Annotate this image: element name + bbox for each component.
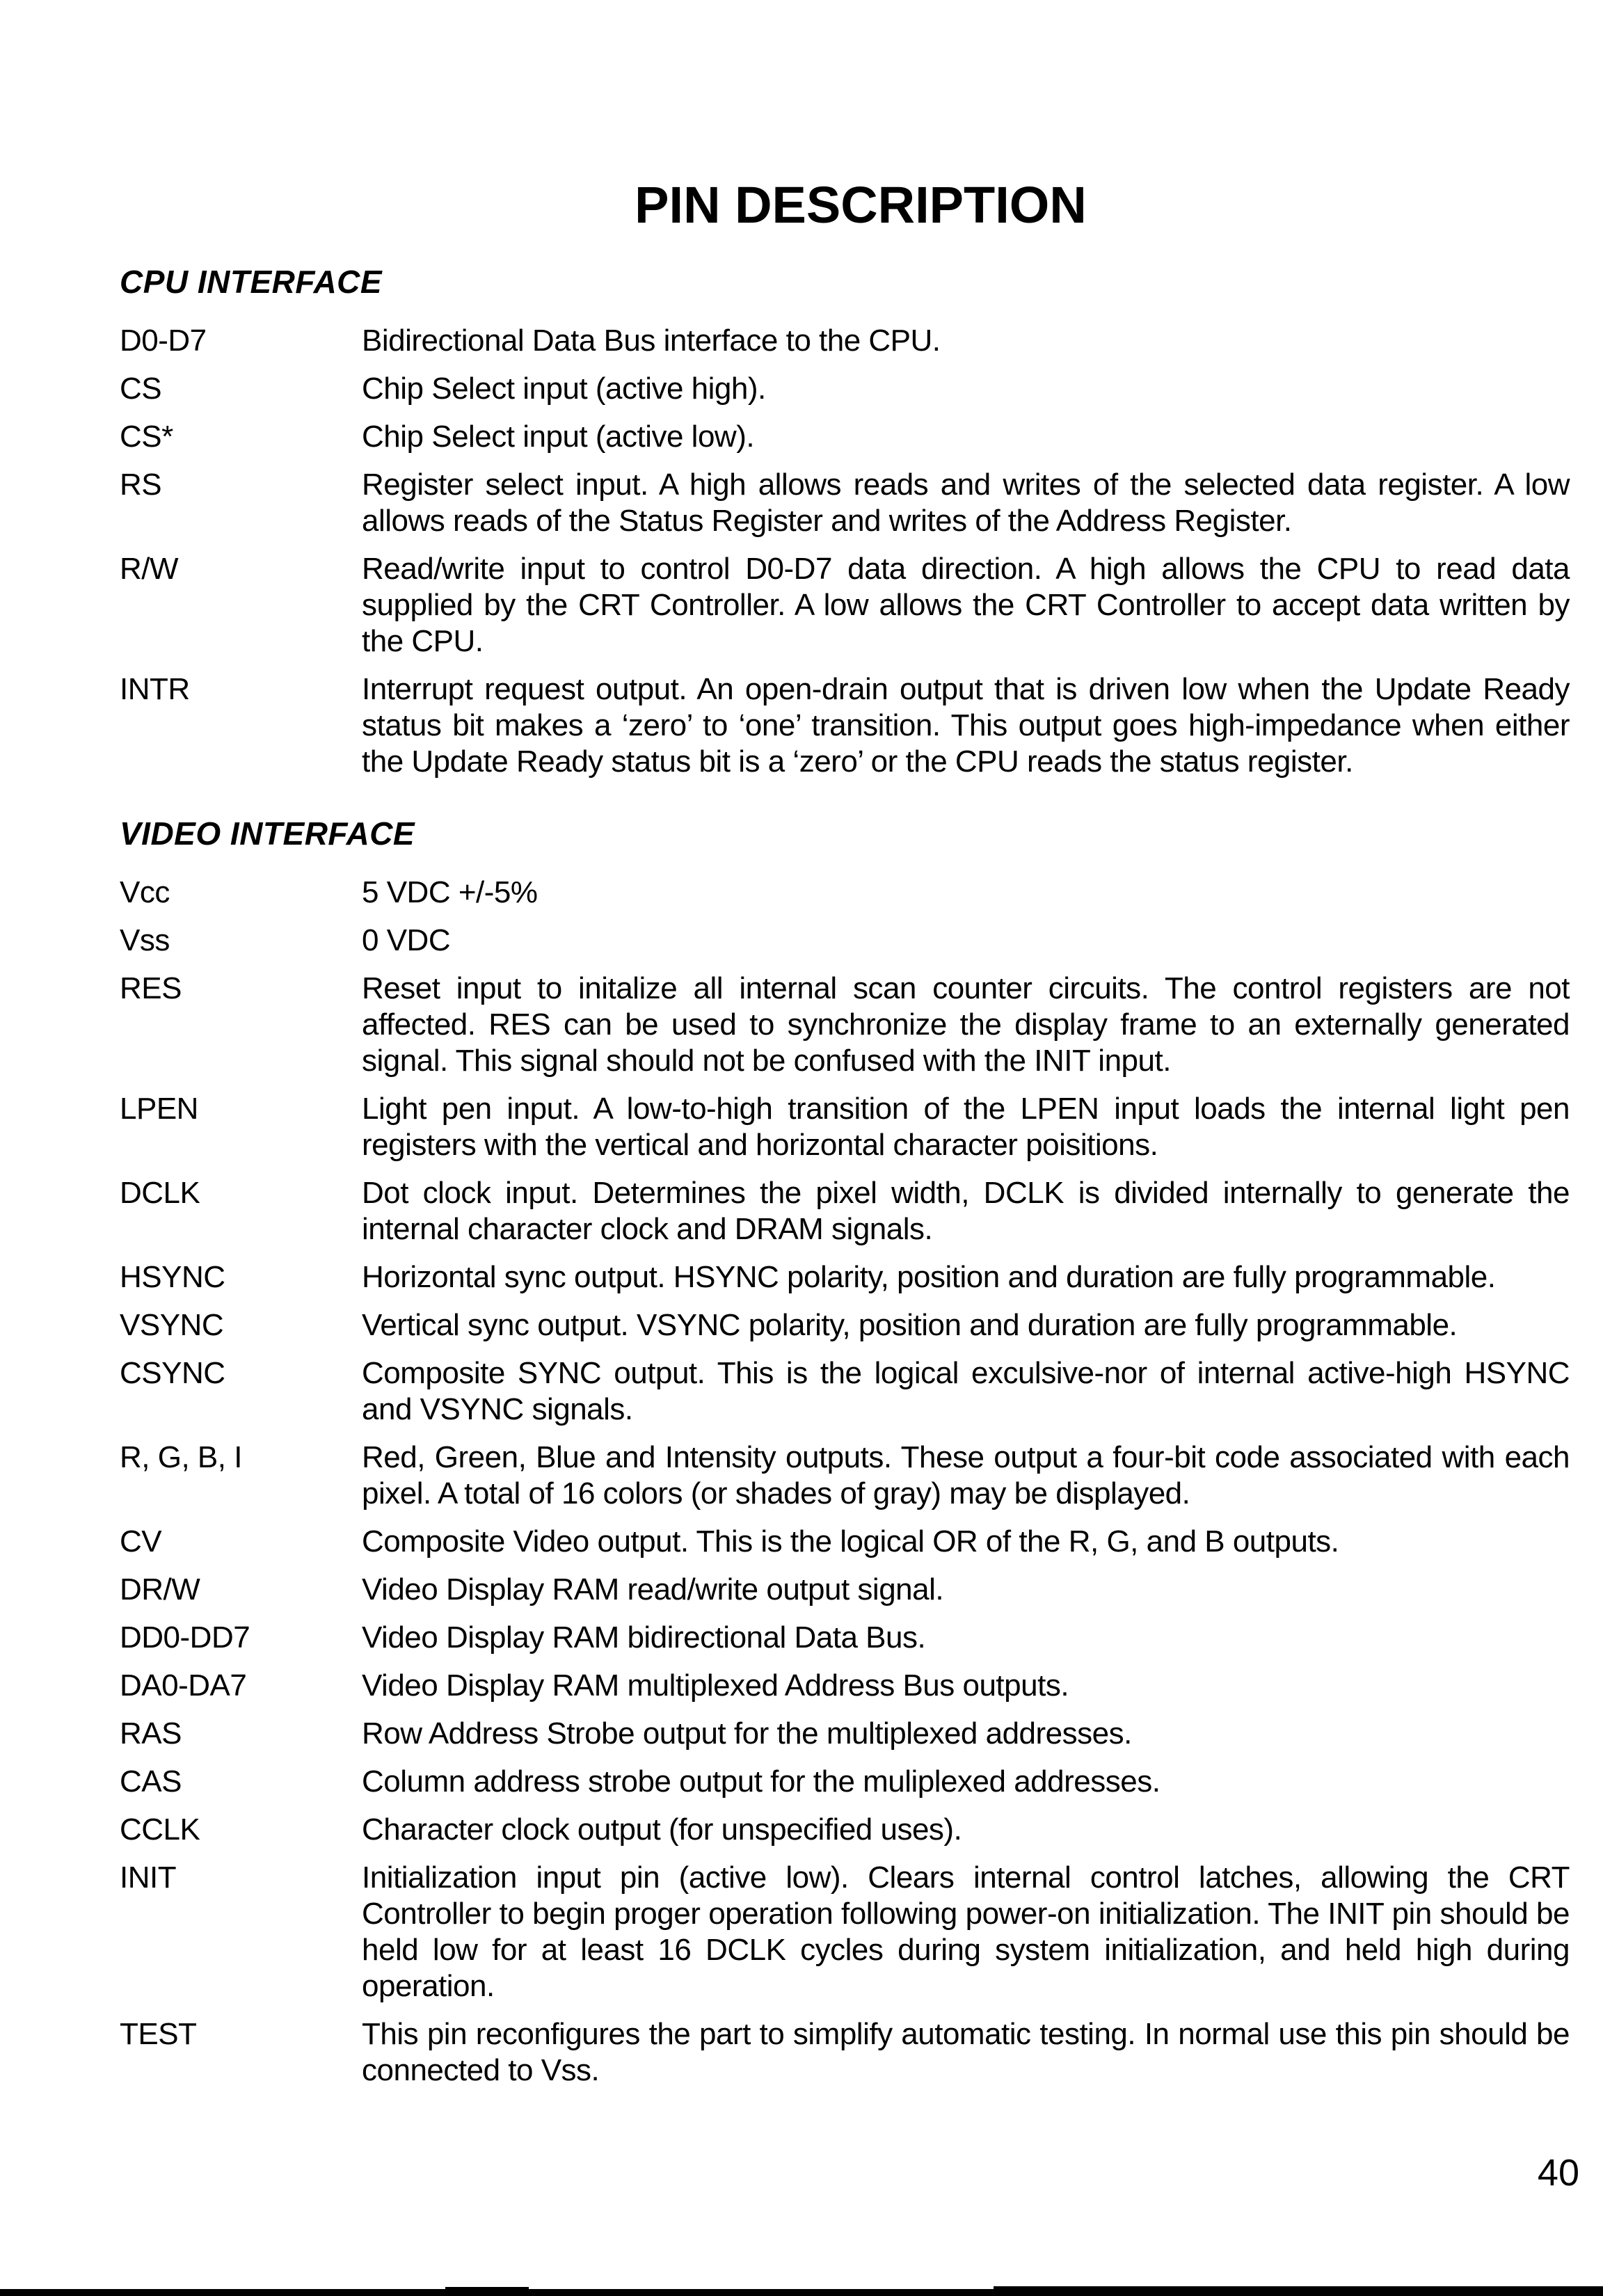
pin-description: Light pen input. A low-to-high transition of the LPEN input loads the internal light pen registers with the vertical and horizontal character poisitions. <box>362 1092 1570 1162</box>
pin-name-label: TEST <box>120 2017 197 2051</box>
pin-name-label: CS <box>120 372 162 406</box>
pin-name-label: INIT <box>120 1860 177 1895</box>
pin-description: Horizontal sync output. HSYNC polarity, position and duration are fully programmable. <box>362 1260 1496 1294</box>
pin-name-label: Vss <box>120 923 170 957</box>
pin-row <box>120 1175 1570 1247</box>
scan-edge-artifact-notch <box>994 2286 1603 2290</box>
pin-name-label: RES <box>120 971 182 1005</box>
pin-description: Red, Green, Blue and Intensity outputs. These output a four-bit code associated with each pixel. A total of 16 colors (or shades of gray) may be displayed. <box>362 1440 1570 1510</box>
pin-description: Video Display RAM multiplexed Address Bus outputs. <box>362 1668 1069 1703</box>
pin-name-label: DR/W <box>120 1572 200 1607</box>
pin-row <box>120 551 1570 660</box>
pin-description: Interrupt request output. An open-drain output that is driven low when the Update Ready status bit makes a ‘zero’ to ‘one’ transition. This output goes high-impedance when either the Update Ready status bit is a ‘zero’ or the CPU reads the status register. <box>362 672 1570 779</box>
pin-name-label: CV <box>120 1524 162 1558</box>
pin-name-label: RS <box>120 468 162 502</box>
pin-row <box>120 1812 1570 1848</box>
pin-row <box>120 671 1570 780</box>
pin-row <box>120 923 1570 959</box>
pin-name-label: DA0-DA7 <box>120 1668 247 1703</box>
page-number: 40 <box>1537 2152 1579 2194</box>
pin-name-label: CSYNC <box>120 1356 225 1390</box>
pin-description: 0 VDC <box>362 923 451 957</box>
pin-description: Vertical sync output. VSYNC polarity, position and duration are fully programmable. <box>362 1308 1458 1342</box>
pin-name-label: R, G, B, I <box>120 1440 242 1474</box>
pin-row <box>120 1668 1570 1704</box>
pin-name-label: RAS <box>120 1716 182 1751</box>
pin-name-label: CCLK <box>120 1812 200 1847</box>
pin-description: Composite SYNC output. This is the logical exculsive-nor of internal active-high HSYNC and VSYNC signals. <box>362 1356 1570 1426</box>
pin-name-label: LPEN <box>120 1092 198 1126</box>
pin-row <box>120 371 1570 407</box>
section-heading: VIDEO INTERFACE <box>120 815 415 852</box>
pin-description: Column address strobe output for the muliplexed addresses. <box>362 1764 1161 1799</box>
pin-description: Register select input. A high allows reads and writes of the selected data register. A low allows reads of the Status Register and writes of the Address Register. <box>362 468 1570 538</box>
pin-description: Dot clock input. Determines the pixel width, DCLK is divided internally to generate the internal character clock and DRAM signals. <box>362 1176 1570 1246</box>
pin-description: 5 VDC +/-5% <box>362 875 538 909</box>
pin-row <box>120 1860 1570 2004</box>
pin-description: Video Display RAM bidirectional Data Bus. <box>362 1620 926 1655</box>
scan-edge-artifact <box>0 2289 1603 2296</box>
pin-row <box>120 323 1570 359</box>
pin-description: Chip Select input (active high). <box>362 372 766 406</box>
pin-row <box>120 1716 1570 1752</box>
pin-description: Reset input to initalize all internal scan counter circuits. The control registers are not affected. RES can be used to synchronize the display frame to an externally generated signal. This signal should not be confused with the INIT input. <box>362 971 1570 1078</box>
pin-row <box>120 1355 1570 1428</box>
pin-description: Bidirectional Data Bus interface to the CPU. <box>362 324 941 358</box>
pin-sections <box>120 266 1570 2100</box>
pin-description: Row Address Strobe output for the multiplexed addresses. <box>362 1716 1132 1751</box>
page-title: PIN DESCRIPTION <box>635 176 1087 234</box>
pin-description: Chip Select input (active low). <box>362 420 755 454</box>
pin-row <box>120 419 1570 455</box>
pin-row <box>120 1764 1570 1800</box>
pin-row <box>120 1091 1570 1163</box>
pin-row <box>120 2016 1570 2089</box>
pin-row <box>120 1440 1570 1512</box>
pin-description: Read/write input to control D0-D7 data direction. A high allows the CPU to read data supplied by the CRT Controller. A low allows the CRT Controller to accept data written by the CPU. <box>362 552 1570 658</box>
pin-description: Initialization input pin (active low). Clears internal control latches, allowing the CRT Controller to begin proger operation following power-on initialization. The INIT pin should be held low for at least 16 DCLK cycles during system initialization, and held high during operation. <box>362 1860 1570 2003</box>
pin-name-label: R/W <box>120 552 179 586</box>
pin-name-label: Vcc <box>120 875 170 909</box>
pin-description: Character clock output (for unspecified uses). <box>362 1812 962 1847</box>
pin-name-label: INTR <box>120 672 190 706</box>
pin-row <box>120 1524 1570 1560</box>
pin-name-label: VSYNC <box>120 1308 224 1342</box>
section-heading: CPU INTERFACE <box>120 264 383 300</box>
pin-row <box>120 1259 1570 1296</box>
pin-name-label: CS* <box>120 420 173 454</box>
pin-description: Composite Video output. This is the logical OR of the R, G, and B outputs. <box>362 1524 1339 1558</box>
pin-row <box>120 1307 1570 1344</box>
pin-name-label: HSYNC <box>120 1260 225 1294</box>
pin-description: This pin reconfigures the part to simplify automatic testing. In normal use this pin should be connected to Vss. <box>362 2017 1570 2087</box>
pin-name-label: DCLK <box>120 1176 200 1210</box>
pin-row <box>120 467 1570 539</box>
pin-row <box>120 1620 1570 1656</box>
pin-name-label: CAS <box>120 1764 182 1799</box>
pin-description: Video Display RAM read/write output signal. <box>362 1572 944 1607</box>
pin-row <box>120 875 1570 911</box>
pin-row <box>120 1572 1570 1608</box>
scan-edge-artifact-notch <box>445 2287 529 2290</box>
pin-name-label: DD0-DD7 <box>120 1620 250 1655</box>
pin-name-label: D0-D7 <box>120 324 207 358</box>
pin-row <box>120 971 1570 1079</box>
